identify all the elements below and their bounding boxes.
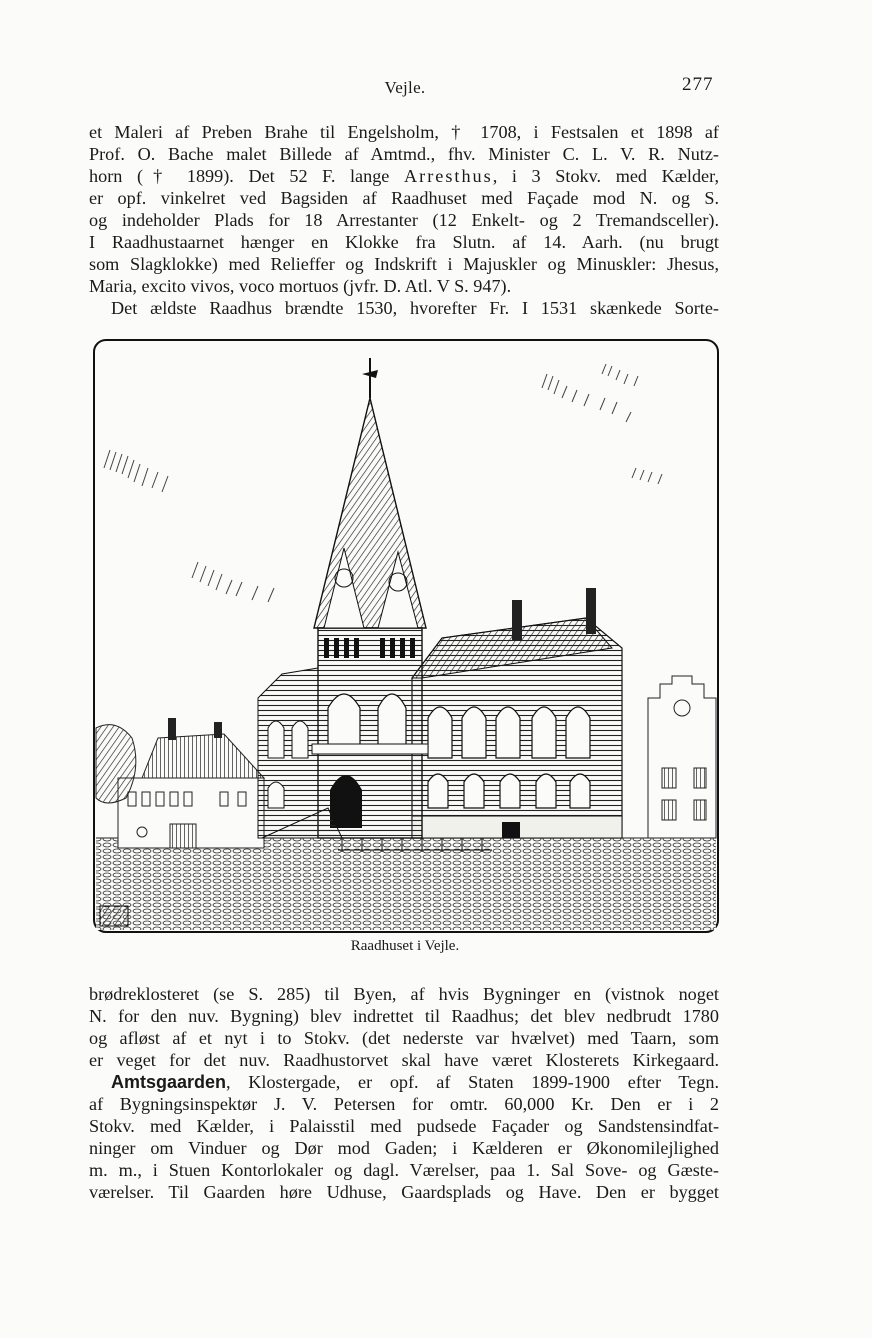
text-line: værelser. Til Gaarden høre Udhuse, Gaardsplads og Have. Den er bygget	[89, 1182, 719, 1202]
town-hall-illustration	[92, 338, 720, 934]
text-line: og indeholder Plads for 18 Arrestanter (12 Enkelt- og 2 Tremandsceller).	[89, 210, 719, 230]
spaced-term-arresthus: Arresthus	[404, 166, 493, 186]
text-line: ninger om Vinduer og Dør mod Gaden; i Kælderen er Økonomilejlighed	[89, 1138, 719, 1158]
text-line: I Raadhustaarnet hænger en Klokke fra Slutn. af 14. Aarh. (nu brugt	[89, 232, 719, 252]
text-line: N. for den nuv. Bygning) blev indrettet til Raadhus; det blev nedbrudt 1780	[89, 1006, 719, 1026]
text-span: , i 3 Stokv. med Kælder,	[492, 166, 719, 186]
text-line: og afløst af et nyt i to Stokv. (det nederste var hvælvet) med Taarn, som	[89, 1028, 719, 1048]
text-line: Maria, excito vivos, voco mortuos (jvfr. D. Atl. V S. 947).	[89, 276, 512, 296]
text-line: brødreklosteret (se S. 285) til Byen, af hvis Bygninger en (vistnok noget	[89, 984, 719, 1004]
text-line	[89, 1072, 719, 1093]
section-heading-amtsgaarden: Amtsgaarden	[111, 1072, 227, 1092]
text-line: af Bygningsinspektør J. V. Petersen for omtr. 60,000 Kr. Den er i 2	[89, 1094, 719, 1114]
figure-caption: Raadhuset i Vejle.	[350, 938, 460, 954]
text-line: er veget for det nuv. Raadhustorvet skal have været Klosterets Kirkegaard.	[89, 1050, 719, 1070]
right-stepped-gable-house	[648, 676, 716, 838]
text-line: Prof. O. Bache malet Billede af Amtmd., fhv. Minister C. L. V. R. Nutz-	[89, 144, 719, 164]
artist-monogram	[100, 906, 128, 926]
text-line	[89, 166, 719, 187]
text-span: , Klostergade, er opf. af Staten 1899-1900 efter Tegn.	[226, 1072, 719, 1092]
text-line: Stokv. med Kælder, i Palaisstil med pudsede Façader og Sandstensindfat-	[89, 1116, 719, 1136]
paragraph-first-line: Det ældste Raadhus brændte 1530, hvorefter Fr. I 1531 skænkede Sorte-	[111, 298, 719, 318]
town-hall-side-wing	[258, 668, 318, 838]
header-title: Vejle.	[384, 78, 426, 97]
text-line: et Maleri af Preben Brahe til Engelsholm, † 1708, i Festsalen et 1898 af	[89, 122, 719, 142]
text-span: horn († 1899). Det 52 F. lange	[89, 166, 390, 186]
text-line: som Slagklokke) med Relieffer og Indskrift i Majuskler og Minuskler: Jhesus,	[89, 254, 719, 274]
page-number: 277	[682, 74, 714, 95]
text-line: m. m., i Stuen Kontorlokaler og dagl. Værelser, paa 1. Sal Sove- og Gæste-	[89, 1160, 719, 1180]
text-line: er opf. vinkelret ved Bagsiden af Raadhuset med Façade mod N. og S.	[89, 188, 719, 208]
